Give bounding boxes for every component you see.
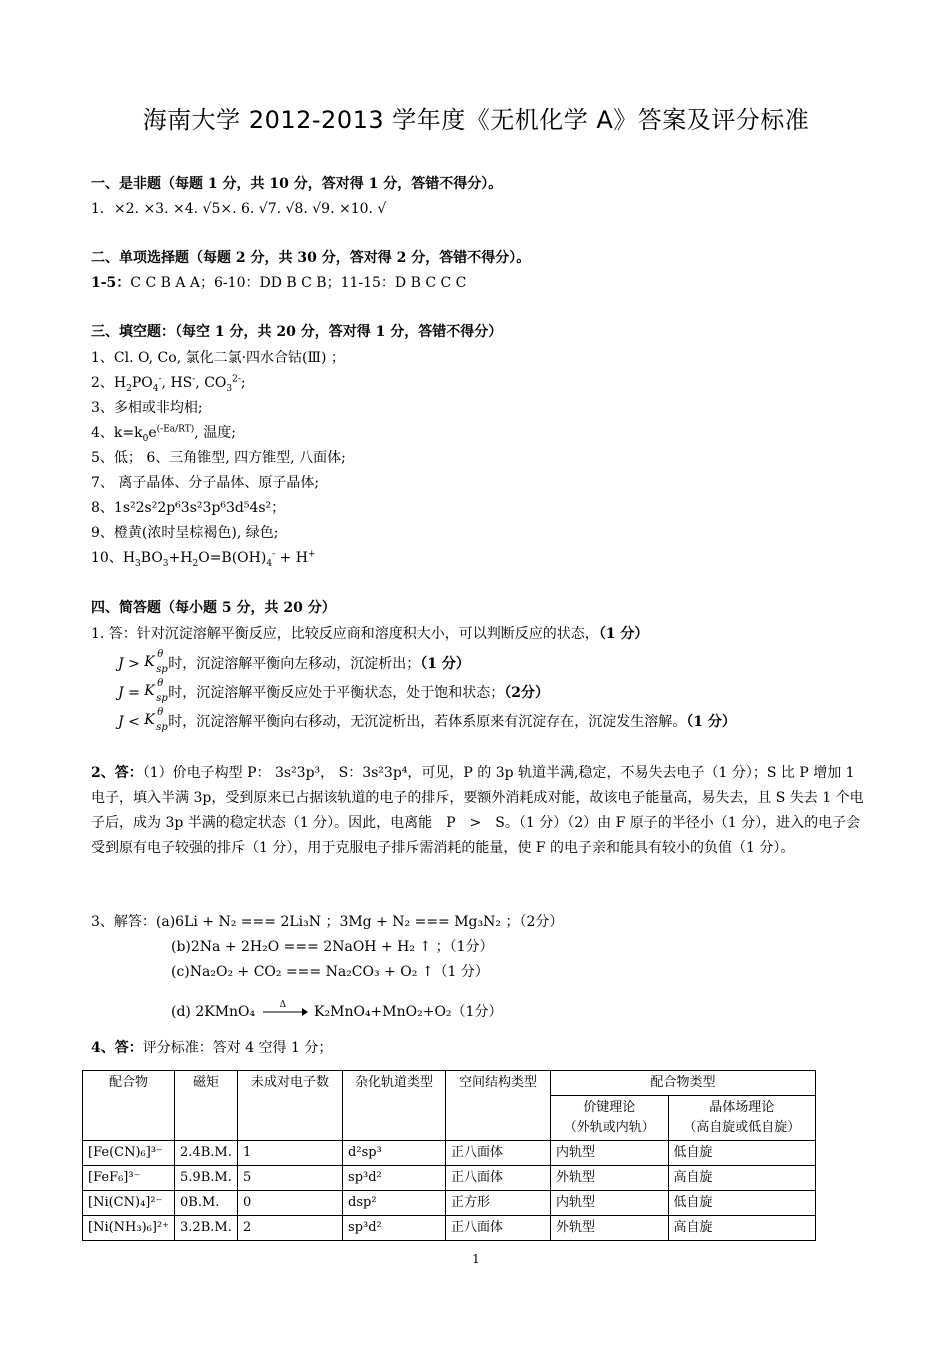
table-cell: [FeF₆]³⁻ bbox=[83, 1166, 175, 1191]
fill-answer-4: 4、$k=k_0e^{(-Ea/RT)}$, 温度; bbox=[91, 424, 236, 444]
table-cell: 正八面体 bbox=[446, 1216, 551, 1241]
table-row bbox=[83, 1216, 816, 1241]
col-header: 空间结构类型 bbox=[446, 1071, 551, 1141]
table-cell: 5.9B.M. bbox=[175, 1166, 238, 1191]
col-header: 磁矩 bbox=[175, 1071, 238, 1141]
fill-answer-10: 10、$H_3BO_3+H_2O=B(OH)_4^- + H^+$ bbox=[91, 549, 316, 569]
q1-intro: 1. 答：针对沉淀溶解平衡反应，比较反应商和溶度积大小，可以判断反应的状态，（1 分） bbox=[91, 626, 649, 642]
section2-prefix: 1-5： bbox=[91, 275, 131, 291]
q3-part-a: 3、解答：(a)6Li + N₂ === 2Li₃N ；3Mg + N₂ === Mg₃N₂ ；（2分） bbox=[91, 914, 564, 930]
table-cell: [Fe(CN)₆]³⁻ bbox=[83, 1141, 175, 1166]
table-cell: 内轨型 bbox=[551, 1191, 669, 1216]
section1-answers: 1．×2. ×3. ×4. √5×. 6. √7. √8. √9. ×10. √ bbox=[91, 201, 387, 217]
q3-part-d: (d) 2KMnO₄ Δ K₂MnO₄+MnO₂+O₂（1分） bbox=[171, 1000, 503, 1020]
table-row bbox=[83, 1166, 816, 1191]
table-cell: sp³d² bbox=[343, 1216, 446, 1241]
q2-label: 2、答： bbox=[91, 765, 143, 781]
q3-part-c: (c)Na₂O₂ + CO₂ === Na₂CO₃ + O₂ ↑（1 分） bbox=[171, 964, 489, 980]
section2-answers bbox=[91, 273, 466, 293]
table-cell: 3.2B.M. bbox=[175, 1216, 238, 1241]
table-cell: 外轨型 bbox=[551, 1216, 669, 1241]
table-cell: 内轨型 bbox=[551, 1141, 669, 1166]
table-cell: 低自旋 bbox=[668, 1141, 815, 1166]
document-title: 海南大学 2012-2013 学年度《无机化学 A》答案及评分标准 bbox=[142, 106, 810, 134]
section2-heading: 二、单项选择题（每题 2 分，共 30 分，答对得 2 分，答错不得分）。 bbox=[91, 250, 531, 266]
section1-heading: 一、是非题（每题 1 分，共 10 分，答对得 1 分，答错不得分）。 bbox=[91, 176, 503, 192]
table-cell: sp³d² bbox=[343, 1166, 446, 1191]
table-cell: [Ni(CN)₄]²⁻ bbox=[83, 1191, 175, 1216]
q2-answer bbox=[91, 761, 865, 861]
q2-text: （1）价电子构型 P： 3s²3p³， S：3s²3p⁴，可见，P 的 3p 轨道半满,稳定，不易失去电子（1 分）；S 比 P 增加 1 电子，填入半满 3p，受到原来已占据该轨道的电子的排斥，要额外消耗成对能，故该电子能量高，易失去，且 S 失去 1 个电子后，成为 3p 半满的稳定状态（1 分）。因此，电离能 P > S。（1 分）（2）由 F 原子的半径小（1 分），进入的电子会受到原有电子较强的排斥（1 分），用于克服电子排斥需消耗的能量，使 F 的电子亲和能具有较小的负值（1 分）。 bbox=[91, 765, 864, 856]
fill-answer-9: 9、橙黄(浓时呈棕褐色), 绿色; bbox=[91, 525, 279, 541]
q1-case-equal: J = K θ sp 时，沉淀溶解平衡反应处于平衡状态，处于饱和状态；（2分） bbox=[118, 678, 549, 704]
q3-part-b: (b)2Na + 2H₂O === 2NaOH + H₂ ↑ ；（1分） bbox=[171, 939, 494, 955]
section3-heading: 三、填空题：（每空 1 分，共 20 分，答对得 1 分，答错不得分） bbox=[91, 324, 503, 340]
col-header: 未成对电子数 bbox=[238, 1071, 343, 1141]
table-cell: 正八面体 bbox=[446, 1141, 551, 1166]
table-cell: 2 bbox=[238, 1216, 343, 1241]
table-cell: 高自旋 bbox=[668, 1166, 815, 1191]
ksp-symbol: K θ sp bbox=[144, 649, 168, 675]
table-cell: 5 bbox=[238, 1166, 343, 1191]
col-header: 杂化轨道类型 bbox=[343, 1071, 446, 1141]
table-cell: dsp² bbox=[343, 1191, 446, 1216]
table-cell: 正八面体 bbox=[446, 1166, 551, 1191]
fill-answer-7: 7、 离子晶体、分子晶体、原子晶体; bbox=[91, 475, 320, 491]
q1-case-greater: J > K θ sp 时，沉淀溶解平衡向左移动，沉淀析出；（1 分） bbox=[118, 649, 470, 675]
table-header-row bbox=[83, 1071, 816, 1096]
fill-answer-5-6: 5、低； 6、三角锥型, 四方锥型, 八面体; bbox=[91, 450, 346, 466]
section4-heading: 四、简答题（每小题 5 分，共 20 分） bbox=[91, 600, 336, 616]
table-cell: [Ni(NH₃)₆]²⁺ bbox=[83, 1216, 175, 1241]
table-cell: 外轨型 bbox=[551, 1166, 669, 1191]
heat-arrow-icon: Δ bbox=[262, 1004, 308, 1018]
table-cell: 正方形 bbox=[446, 1191, 551, 1216]
table-cell: 低自旋 bbox=[668, 1191, 815, 1216]
table-cell: 1 bbox=[238, 1141, 343, 1166]
subheader-crystal-field: 晶体场理论 （高自旋或低自旋） bbox=[668, 1096, 815, 1141]
q4-answer: 4、答：评分标准：答对 4 空得 1 分； bbox=[91, 1040, 333, 1056]
table-row bbox=[83, 1141, 816, 1166]
complex-table bbox=[82, 1070, 816, 1241]
fill-answer-2: 2、$H_2PO_4^-$, HS-, $CO_3^{2-}$; bbox=[91, 374, 246, 394]
q1-case-less: J < K θ sp 时，沉淀溶解平衡向右移动，无沉淀析出，若体系原来有沉淀存在，沉淀发生溶解。（1 分） bbox=[118, 707, 736, 733]
page-number: 1 bbox=[472, 1252, 480, 1266]
table-row bbox=[83, 1191, 816, 1216]
col-header: 配合物类型 bbox=[551, 1071, 816, 1096]
table-cell: 0B.M. bbox=[175, 1191, 238, 1216]
section2-answer-text: C C B A A；6-10：DD B C B；11-15：D B C C C bbox=[130, 275, 467, 291]
fill-answer-1: 1、Cl. O, Co, 氯化二氯·四水合钴(Ⅲ) ； bbox=[91, 350, 345, 366]
fill-answer-8: 8、1s²2s²2p⁶3s²3p⁶3d⁵4s²； bbox=[91, 500, 286, 516]
table-cell: 0 bbox=[238, 1191, 343, 1216]
ksp-symbol: K θ sp bbox=[144, 707, 168, 733]
ksp-symbol: K θ sp bbox=[144, 678, 168, 704]
table-cell: 高自旋 bbox=[668, 1216, 815, 1241]
col-header: 配合物 bbox=[83, 1071, 175, 1141]
table-cell: 2.4B.M. bbox=[175, 1141, 238, 1166]
subheader-valence: 价键理论 （外轨或内轨） bbox=[551, 1096, 669, 1141]
table-cell: d²sp³ bbox=[343, 1141, 446, 1166]
fill-answer-3: 3、多相或非均相; bbox=[91, 400, 203, 416]
